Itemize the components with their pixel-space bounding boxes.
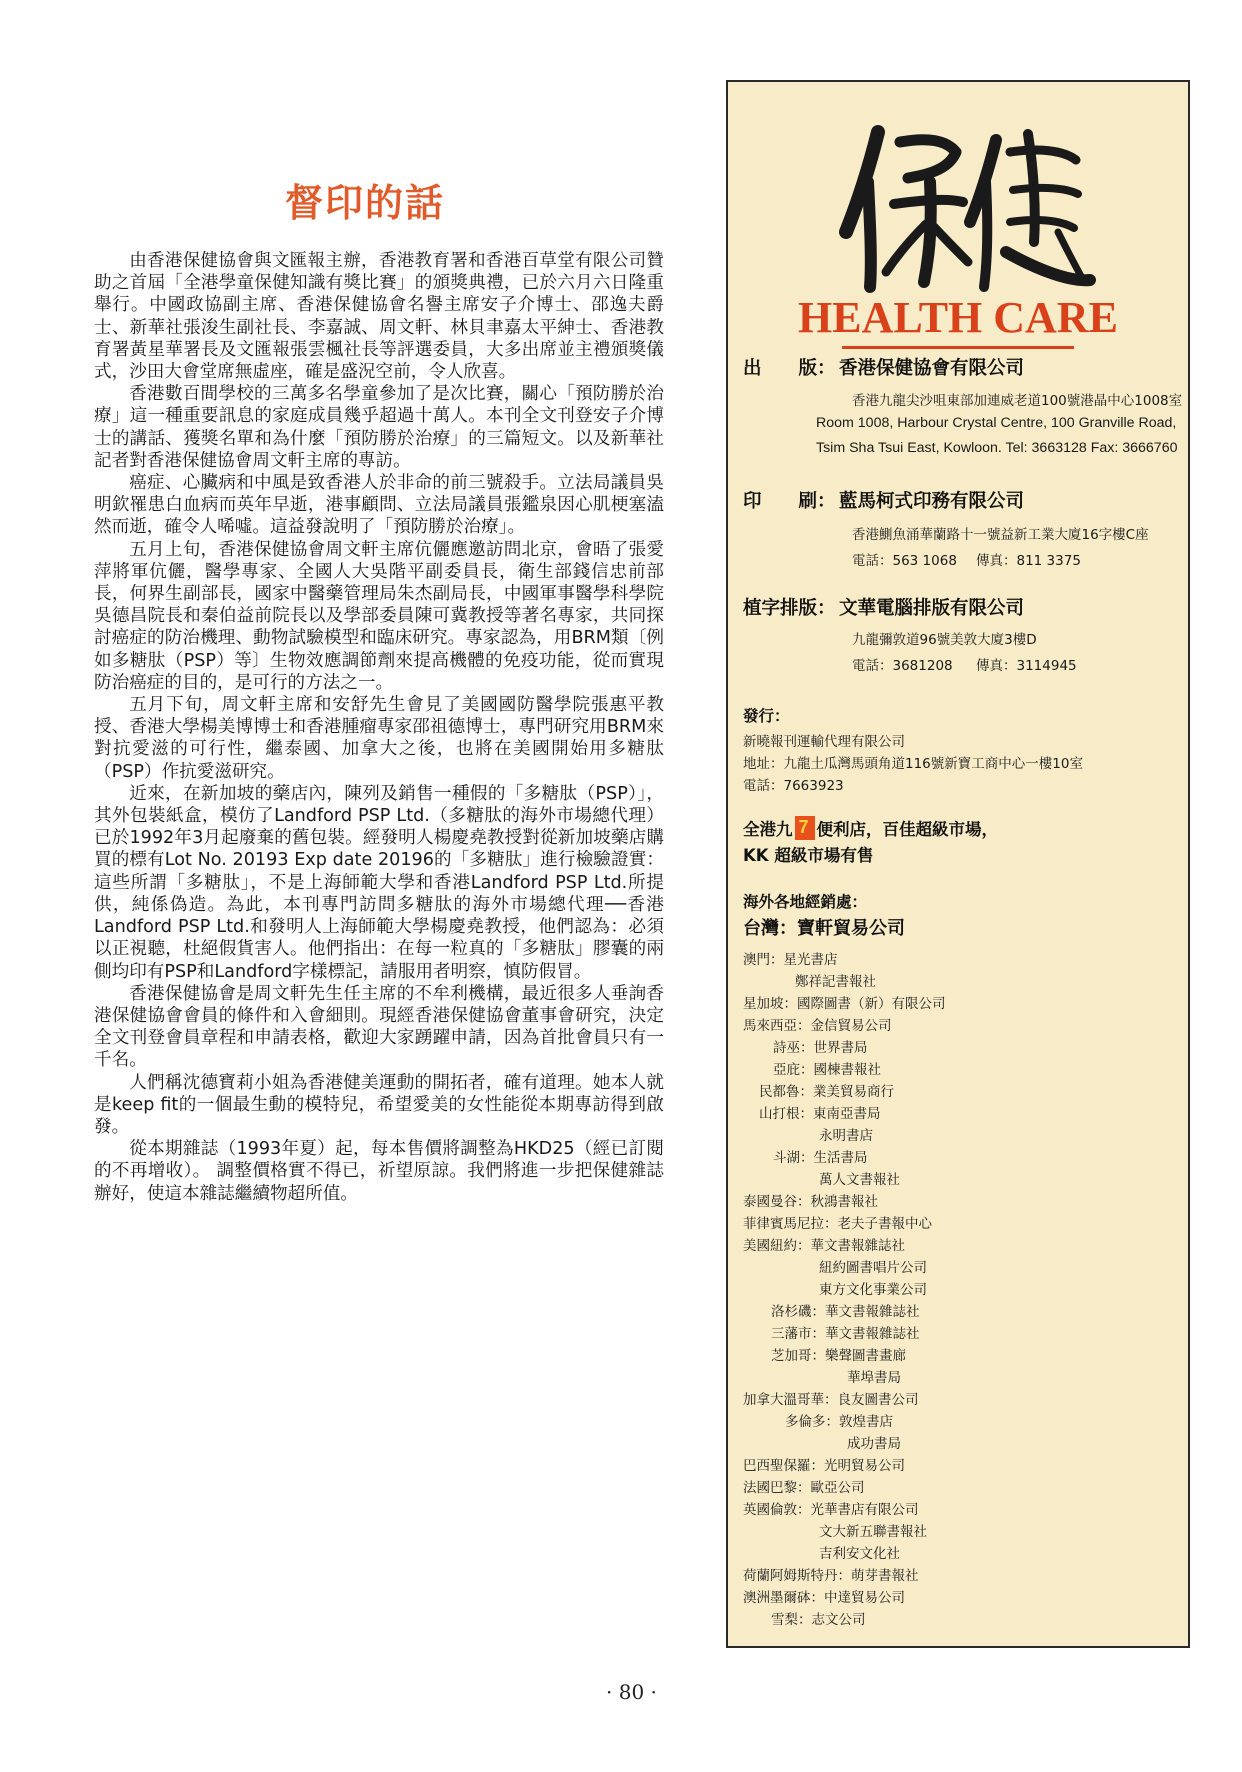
distributor-row <box>743 1608 1183 1630</box>
distributor-name: 華文書報雜誌社 <box>825 1304 920 1320</box>
printer-fax: 傳真：811 3375 <box>976 553 1081 569</box>
printer-heading <box>743 487 1024 513</box>
distributor-city: 澳門： <box>743 952 784 968</box>
distributor-row <box>743 1212 1183 1234</box>
distributor-name: 國際圖書（新）有限公司 <box>797 996 946 1012</box>
distributor-row <box>743 1542 1183 1564</box>
distributor-row <box>743 1476 1183 1498</box>
distributor-city: 美國紐約： <box>743 1238 811 1254</box>
distributor-row <box>743 1432 1183 1454</box>
distributor-city: 三藩市： <box>771 1326 825 1342</box>
distributor-row <box>743 1344 1183 1366</box>
distributor-row <box>743 1124 1183 1146</box>
taiwan-distributor: 台灣：寶軒貿易公司 <box>743 918 905 939</box>
article-body <box>94 250 664 1205</box>
distributor-name: 老夫子書報中心 <box>837 1216 932 1232</box>
distributor-name: 世界書局 <box>813 1040 868 1056</box>
distribution-tel: 電話：7663923 <box>743 778 844 794</box>
logo <box>728 82 1188 352</box>
publisher-address-zh: 香港九龍尖沙咀東部加連威老道100號港晶中心1008室 <box>852 393 1183 409</box>
paragraph: 從本期雜誌（1993年夏）起，每本售價將調整為HKD25（經已訂閱的不再增收）。 調整價格實不得已，祈望原諒。我們將進一步把保健雜誌辦好，使這本雜誌繼續物超所值。 <box>94 1139 664 1204</box>
calligraphy-logo-icon <box>838 112 1098 302</box>
paragraph: 由香港保健協會與文匯報主辦，香港教育署和香港百草堂有限公司贊助之首屆「全港學童保健知識有獎比賽」的頒獎典禮，已於六月六日隆重舉行。中國政協副主席、香港保健協會名譽主席安子介博士、邵逸夫爵士、新華社張浚生副社長、李嘉誠、周文軒、林貝聿嘉太平紳士、香港教育署黃星華署長及文匯報張雲楓社長等評選委員，大多出席並主禮頒獎儀式，沙田大會堂席無虛座，確是盛況空前，令人欣喜。 <box>94 251 664 383</box>
distributor-city: 巴西聖保羅： <box>743 1458 824 1474</box>
distribution-company: 新曉報刊運輸代理有限公司 <box>743 734 905 750</box>
distributor-row <box>743 1322 1183 1344</box>
distributor-row <box>743 1058 1183 1080</box>
distributor-city: 詩巫： <box>773 1040 814 1056</box>
distributor-row <box>743 1256 1183 1278</box>
distributor-city: 星加坡： <box>743 996 797 1012</box>
distributor-row <box>743 1454 1183 1476</box>
printer-label: 印 刷： <box>743 491 836 512</box>
typesetter-heading <box>743 594 1024 620</box>
distributor-row <box>743 1564 1183 1586</box>
paragraph: 五月下旬，周文軒主席和安舒先生會見了美國國防醫學院張惠平教授、香港大學楊美博博士和香港腫瘤專家邵祖德博士，專門研究用BRM來對抗愛滋的可行性，繼泰國、加拿大之後，也將在美國開始用多糖肽（PSP）作抗愛滋研究。 <box>94 695 664 782</box>
publisher-heading <box>743 354 1024 380</box>
distributor-city: 英國倫敦： <box>743 1502 811 1518</box>
distributor-city: 洛杉磯： <box>771 1304 825 1320</box>
distributor-row <box>743 1366 1183 1388</box>
distributor-city: 法國巴黎： <box>743 1480 811 1496</box>
distributor-row <box>743 1278 1183 1300</box>
distributor-row <box>743 1586 1183 1608</box>
distributor-city: 菲律賓馬尼拉： <box>743 1216 838 1232</box>
distributor-city: 澳洲墨爾砵： <box>743 1590 824 1606</box>
distributor-row <box>743 1036 1183 1058</box>
distributor-city: 山打根： <box>759 1106 813 1122</box>
typesetter-tel: 電話：3681208 <box>852 658 953 674</box>
logo-underline <box>842 346 1074 349</box>
retail-line-1: 全港九7 便利店，百佳超級市場， <box>743 816 998 840</box>
distributor-name: 金信貿易公司 <box>810 1018 892 1034</box>
printer-name: 藍馬柯式印務有限公司 <box>839 491 1025 512</box>
distributor-row <box>743 1102 1183 1124</box>
distributor-name: 文大新五聯書報社 <box>819 1524 927 1540</box>
publisher-label: 出 版： <box>743 358 836 379</box>
paragraph: 癌症、心臟病和中風是致香港人於非命的前三號殺手。立法局議員吳明欽罹患白血病而英年早逝，港事顧問、立法局議員張鑑泉因心肌梗塞溘然而逝，確令人唏噓。這益發說明了「預防勝於治療」。 <box>94 473 664 538</box>
printer-tel: 電話：563 1068 <box>852 553 957 569</box>
distributor-name: 業美貿易商行 <box>813 1084 894 1100</box>
distributor-row <box>743 1014 1183 1036</box>
paragraph: 香港保健協會是周文軒先生任主席的不牟利機構，最近很多人垂詢香港保健協會會員的條件和入會細則。現經香港保健協會董事會研究，決定全文刊登會員章程和申請表格，歡迎大家踴躍申請，因為首批會員只有一千名。 <box>94 983 664 1071</box>
distributor-city: 荷蘭阿姆斯特丹： <box>743 1568 851 1584</box>
paragraph: 香港數百間學校的三萬多名學童參加了是次比賽，關心「預防勝於治療」這一種重要訊息的家庭成員幾乎超過十萬人。本刊全文刊登安子介博士的講話、獲獎名單和為什麼「預防勝於治療」的三篇短文。以及新華社記者對香港保健協會周文軒主席的專訪。 <box>94 384 664 471</box>
distributor-row <box>743 1410 1183 1432</box>
distributor-row <box>743 948 1183 970</box>
distributor-city: 民都魯： <box>759 1084 813 1100</box>
distributor-name: 光華書店有限公司 <box>810 1502 919 1518</box>
typesetter-address: 九龍彌敦道96號美敦大廈3樓D <box>852 632 1037 648</box>
distributor-name: 東南亞書局 <box>813 1106 881 1122</box>
distributor-row <box>743 992 1183 1014</box>
typesetter-fax: 傳真：3114945 <box>976 658 1077 674</box>
distributor-row <box>743 1168 1183 1190</box>
distributor-row <box>743 1388 1183 1410</box>
masthead-panel <box>726 80 1190 1648</box>
distributor-city: 亞庇： <box>773 1062 814 1078</box>
distributor-city: 芝加哥： <box>771 1348 825 1364</box>
printer-address: 香港鰂魚涌華蘭路十一號益新工業大廈16字樓C座 <box>852 527 1149 543</box>
distributor-name: 歐亞公司 <box>810 1480 865 1496</box>
distributor-name: 紐約圖書唱片公司 <box>819 1260 927 1276</box>
retail-line-2: KK 超級市場有售 <box>743 846 874 865</box>
distributor-name: 敦煌書店 <box>839 1414 893 1430</box>
distributor-city: 加拿大溫哥華： <box>743 1392 838 1408</box>
distributor-row <box>743 1146 1183 1168</box>
distributor-row <box>743 1080 1183 1102</box>
distributor-name: 成功書局 <box>847 1436 901 1452</box>
distributor-name: 秋鴻書報社 <box>810 1194 878 1210</box>
distributor-name: 中達貿易公司 <box>824 1590 905 1606</box>
distribution-label: 發行： <box>743 707 790 725</box>
paragraph: 人們稱沈德寶莉小姐為香港健美運動的開拓者，確有道理。她本人就是keep fit的一個最生動的模特兒，希望愛美的女性能從本期專訪得到啟發。 <box>94 1072 664 1137</box>
distribution-address: 地址：九龍土瓜灣馬頭角道116號新寶工商中心一樓10室 <box>743 756 1083 772</box>
distributor-name: 吉利安文化社 <box>819 1546 900 1562</box>
distributor-name: 永明書店 <box>819 1128 873 1144</box>
distributor-name: 萬人文書報社 <box>819 1172 900 1188</box>
distributor-row <box>743 1234 1183 1256</box>
distributor-city: 多倫多： <box>785 1414 839 1430</box>
distributor-name: 星光書店 <box>783 952 838 968</box>
distributor-row <box>743 970 1183 992</box>
seven-eleven-logo-icon <box>795 816 815 840</box>
distributor-city: 雪梨： <box>771 1612 812 1628</box>
distributor-name: 萌芽書報社 <box>851 1568 919 1584</box>
distributor-row <box>743 1300 1183 1322</box>
typesetter-label: 植字排版： <box>743 598 836 619</box>
paragraph: 五月上旬，香港保健協會周文軒主席伉儷應邀訪問北京，會晤了張愛萍將軍伉儷，醫學專家、全國人大吳階平副委員長，衛生部錢信忠前部長，何界生副部長，國家中醫藥管理局朱杰副局長，中國軍事醫學科學院吳德昌院長和秦伯益前院長以及學部委員陳可冀教授等著名專家，共同探討癌症的防治機理、動物試驗模型和臨床研究。專家認為，用BRM類〔例如多糖肽（PSP）等〕生物效應調節劑來提高機體的免疫功能，從而實現防治癌症的目的，是可行的方法之一。 <box>94 539 664 693</box>
overseas-label: 海外各地經銷處： <box>743 893 868 911</box>
distributor-list <box>743 948 1183 1630</box>
distributor-city: 馬來西亞： <box>743 1018 811 1034</box>
paragraph: 近來，在新加坡的藥店內，陳列及銷售一種假的「多糖肽（PSP）」，其外包裝紙盒，模仿了Landford PSP Ltd.（多糖肽的海外市場總代理）已於1992年3月起廢棄的舊包裝。經發明人楊慶堯教授對從新加坡藥店購買的標有Lot No. 20193 Exp date 20196的「多糖肽」進行檢驗證實：這些所謂「多糖肽」，不是上海師範大學和香港Landford PSP Ltd.所提供，純係偽造。為此，本刊專門訪問多糖肽的海外市場總代理──香港Landford PSP Ltd.和發明人上海師範大學楊慶堯教授，他們認為：必須以正視聽，杜絕假貨害人。他們指出：在每一粒真的「多糖肽」膠囊的兩側均印有PSP和Landford字樣標記，請服用者明察，慎防假冒。 <box>94 783 664 982</box>
publisher-address-en-2: Tsim Sha Tsui East, Kowloon. Tel: 3663128 Fax: 3666760 <box>816 440 1178 456</box>
logo-wordmark: HEALTH CARE <box>798 293 1118 342</box>
publisher-address-en-1: Room 1008, Harbour Crystal Centre, 100 Granville Road, <box>816 415 1177 431</box>
distributor-name: 東方文化事業公司 <box>819 1282 927 1298</box>
article-title: 督印的話 <box>285 180 446 225</box>
distributor-row <box>743 1190 1183 1212</box>
distributor-name: 樂聲圖書畫廊 <box>825 1348 906 1364</box>
distributor-city: 斗湖： <box>773 1150 814 1166</box>
page-number: · 80 · <box>606 1680 657 1704</box>
distributor-row <box>743 1520 1183 1542</box>
distributor-name: 華埠書局 <box>847 1370 901 1386</box>
distributor-name: 華文書報雜誌社 <box>810 1238 905 1254</box>
distributor-name: 光明貿易公司 <box>824 1458 905 1474</box>
distributor-name: 志文公司 <box>811 1612 866 1628</box>
distributor-name: 國棟書報社 <box>813 1062 881 1078</box>
publisher-name: 香港保健協會有限公司 <box>839 358 1025 379</box>
distributor-name: 良友圖書公司 <box>837 1392 919 1408</box>
distributor-name: 鄭祥記書報社 <box>795 974 876 990</box>
distributor-row <box>743 1498 1183 1520</box>
distributor-name: 華文書報雜誌社 <box>825 1326 920 1342</box>
typesetter-name: 文華電腦排版有限公司 <box>839 598 1025 619</box>
distributor-city: 泰國曼谷： <box>743 1194 811 1210</box>
distributor-name: 生活書局 <box>813 1150 868 1166</box>
